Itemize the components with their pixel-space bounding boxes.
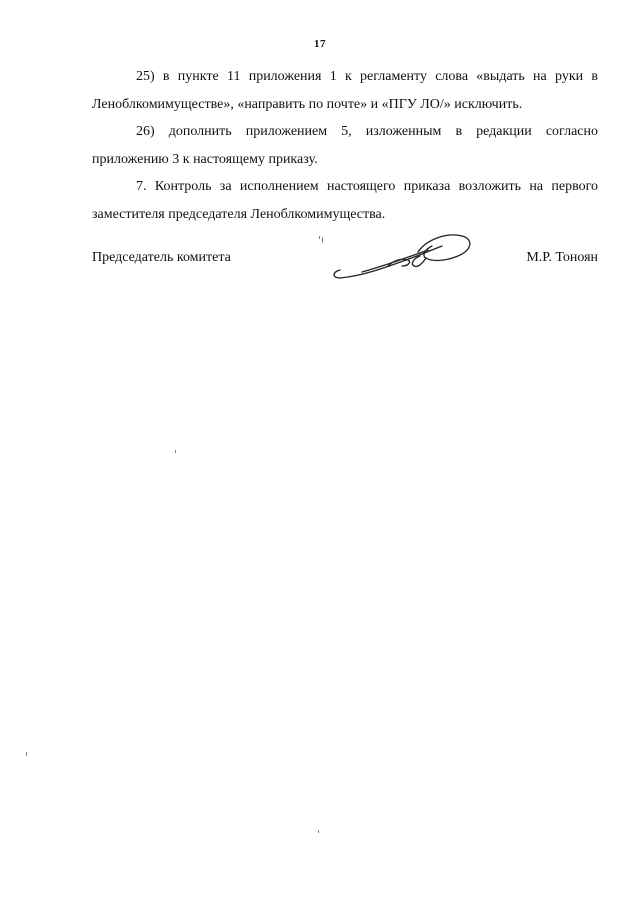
handwritten-signature bbox=[322, 226, 482, 288]
paragraph-item-26: 26) дополнить приложением 5, изложенным в редакции согласно приложению 3 к настоящему приказу. bbox=[92, 124, 598, 167]
paragraph-control-clause: 7. Контроль за исполнением настоящего приказа возложить на первого заместителя председателя Леноблкомимущества. bbox=[92, 179, 598, 222]
signer-name: М.Р. Тоноян bbox=[526, 250, 598, 265]
scan-speck bbox=[319, 236, 320, 239]
scan-speck bbox=[26, 752, 27, 756]
document-body bbox=[92, 63, 598, 228]
scan-speck bbox=[175, 450, 176, 453]
paragraph-item-25: 25) в пункте 11 приложения 1 к регламенту слова «выдать на руки в Леноблкомимуществе», «направить по почте» и «ПГУ ЛО/» исключить. bbox=[92, 69, 598, 112]
signer-title: Председатель комитета bbox=[92, 250, 231, 265]
signature-stroke bbox=[418, 235, 470, 261]
page-number: 17 bbox=[314, 38, 326, 50]
scan-speck bbox=[318, 830, 319, 833]
